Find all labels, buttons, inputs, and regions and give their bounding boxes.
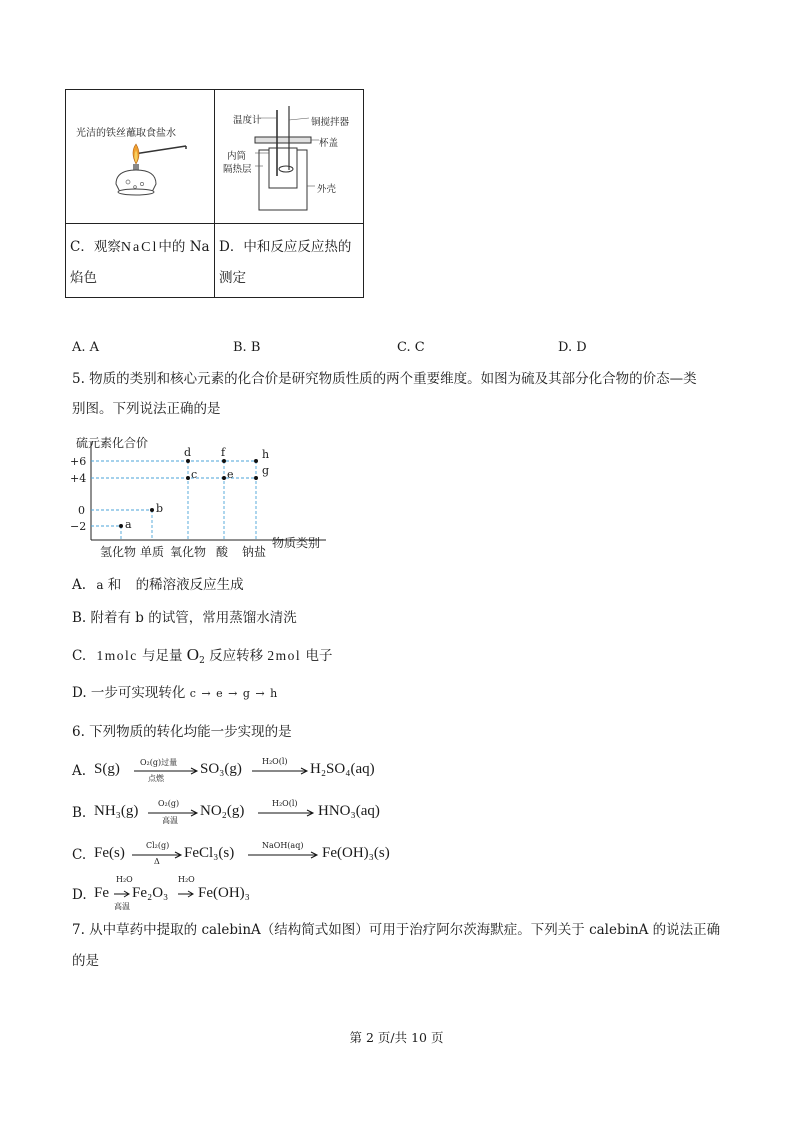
- point-e: [222, 476, 226, 480]
- q6-option-a[interactable]: A. S(g) O₂(g)过量 点燃 SO₃(g) H₂O(l) H₂SO₄(aq): [72, 757, 375, 783]
- point-d: [186, 459, 190, 463]
- arrow-icon: [258, 809, 316, 817]
- ytick-plus4: +4: [70, 472, 87, 485]
- q5-option-a[interactable]: A. a 和 的稀溶液反应生成: [72, 577, 244, 593]
- label-f: f: [221, 446, 226, 459]
- label-inner: 内筒: [227, 151, 247, 162]
- label-e: e: [227, 468, 234, 481]
- nacl-formula: NaCl: [120, 240, 159, 255]
- arrow-icon: [132, 851, 184, 859]
- q4-option-d[interactable]: D. D: [558, 340, 587, 355]
- label-stirrer: 铜搅拌器: [311, 117, 350, 128]
- q5-stem-line1: 5. 物质的类别和核心元素的化合价是研究物质性质的两个重要维度。如图为硫及其部分化合物的价态—类: [72, 371, 697, 387]
- q6-option-b[interactable]: B. NH₃(g) O₂(g) 高温 NO₂(g) H₂O(l) HNO₃(aq): [72, 799, 380, 825]
- xcat-hydride: 氢化物: [100, 545, 137, 559]
- arrow-icon: [248, 851, 320, 859]
- ytick-0: 0: [78, 504, 85, 517]
- arrow-icon: [148, 809, 200, 817]
- valence-category-chart: [64, 432, 334, 560]
- point-f: [222, 459, 226, 463]
- q6-option-d[interactable]: D. Fe H₂O 高温 Fe₂O₃ H₂O Fe(OH)₃: [72, 875, 250, 911]
- arrow-icon: [252, 767, 310, 775]
- xcat-acid: 酸: [216, 545, 229, 559]
- q5-option-c[interactable]: C. 1molc 与足量 $O_2$ 反应转移 2mol 电子: [72, 645, 333, 666]
- ytick-plus6: +6: [70, 455, 87, 468]
- cell-c-image: [66, 90, 215, 224]
- q7-stem-line2: 的是: [72, 953, 99, 969]
- q5-option-d[interactable]: D. 一步可实现转化 c → e → g → h: [72, 685, 279, 701]
- cell-d-image: [215, 90, 364, 224]
- label-c: c: [191, 468, 198, 481]
- q7-stem-line1: 7. 从中草药中提取的 calebinA（结构简式如图）可用于治疗阿尔茨海默症。下列关于 calebinA 的说法正确: [72, 922, 721, 938]
- label-shell: 外壳: [317, 184, 337, 195]
- label-b: b: [156, 502, 164, 515]
- q5-stem-line2: 别图。下列说法正确的是: [72, 401, 221, 417]
- ytick-minus2: −2: [70, 520, 87, 533]
- q6-stem: 6. 下列物质的转化均能一步实现的是: [72, 724, 292, 740]
- chart-ylabel: 硫元素化合价: [76, 436, 149, 450]
- point-b: [150, 508, 154, 512]
- xcat-sodium-salt: 钠盐: [242, 545, 267, 559]
- label-d: d: [184, 446, 192, 459]
- label-insulation: 隔热层: [223, 164, 252, 175]
- arrow-icon: [178, 890, 196, 898]
- q5-option-b[interactable]: B. 附着有 b 的试管，常用蒸馏水清洗: [72, 610, 297, 626]
- arrow-icon: [114, 890, 132, 898]
- point-h: [254, 459, 258, 463]
- arrow-icon: [134, 767, 200, 775]
- label-g: g: [262, 464, 270, 477]
- label-h: h: [262, 448, 270, 461]
- point-c: [186, 476, 190, 480]
- point-a: [119, 524, 123, 528]
- page-footer: 第 2 页/共 10 页: [349, 1030, 444, 1045]
- experiment-table: [65, 89, 364, 298]
- q4-options: [72, 341, 672, 357]
- cell-d-text: D．中和反应反应热的 测定: [215, 224, 364, 298]
- q4-option-b[interactable]: B. B: [233, 340, 261, 355]
- q6-option-c[interactable]: C. Fe(s) Cl₂(g) Δ FeCl₃(s) NaOH(aq) Fe(OH)₃(s): [72, 841, 390, 866]
- chart-xlabel: 物质类别: [272, 536, 321, 550]
- q4-option-a[interactable]: A. A: [72, 340, 100, 355]
- point-g: [254, 476, 258, 480]
- cell-c-text: C．观察NaCl中的 Na 焰色: [66, 224, 215, 298]
- label-a: a: [125, 518, 132, 531]
- q4-option-c[interactable]: C. C: [397, 340, 425, 355]
- label-thermometer: 温度计: [233, 115, 262, 126]
- xcat-oxide: 氧化物: [170, 545, 207, 559]
- flame-test-caption: 光洁的铁丝蘸取食盐水: [76, 128, 176, 139]
- alcohol-lamp-illustration: [106, 136, 206, 206]
- xcat-element: 单质: [140, 545, 165, 559]
- label-lid: 杯盖: [319, 138, 339, 149]
